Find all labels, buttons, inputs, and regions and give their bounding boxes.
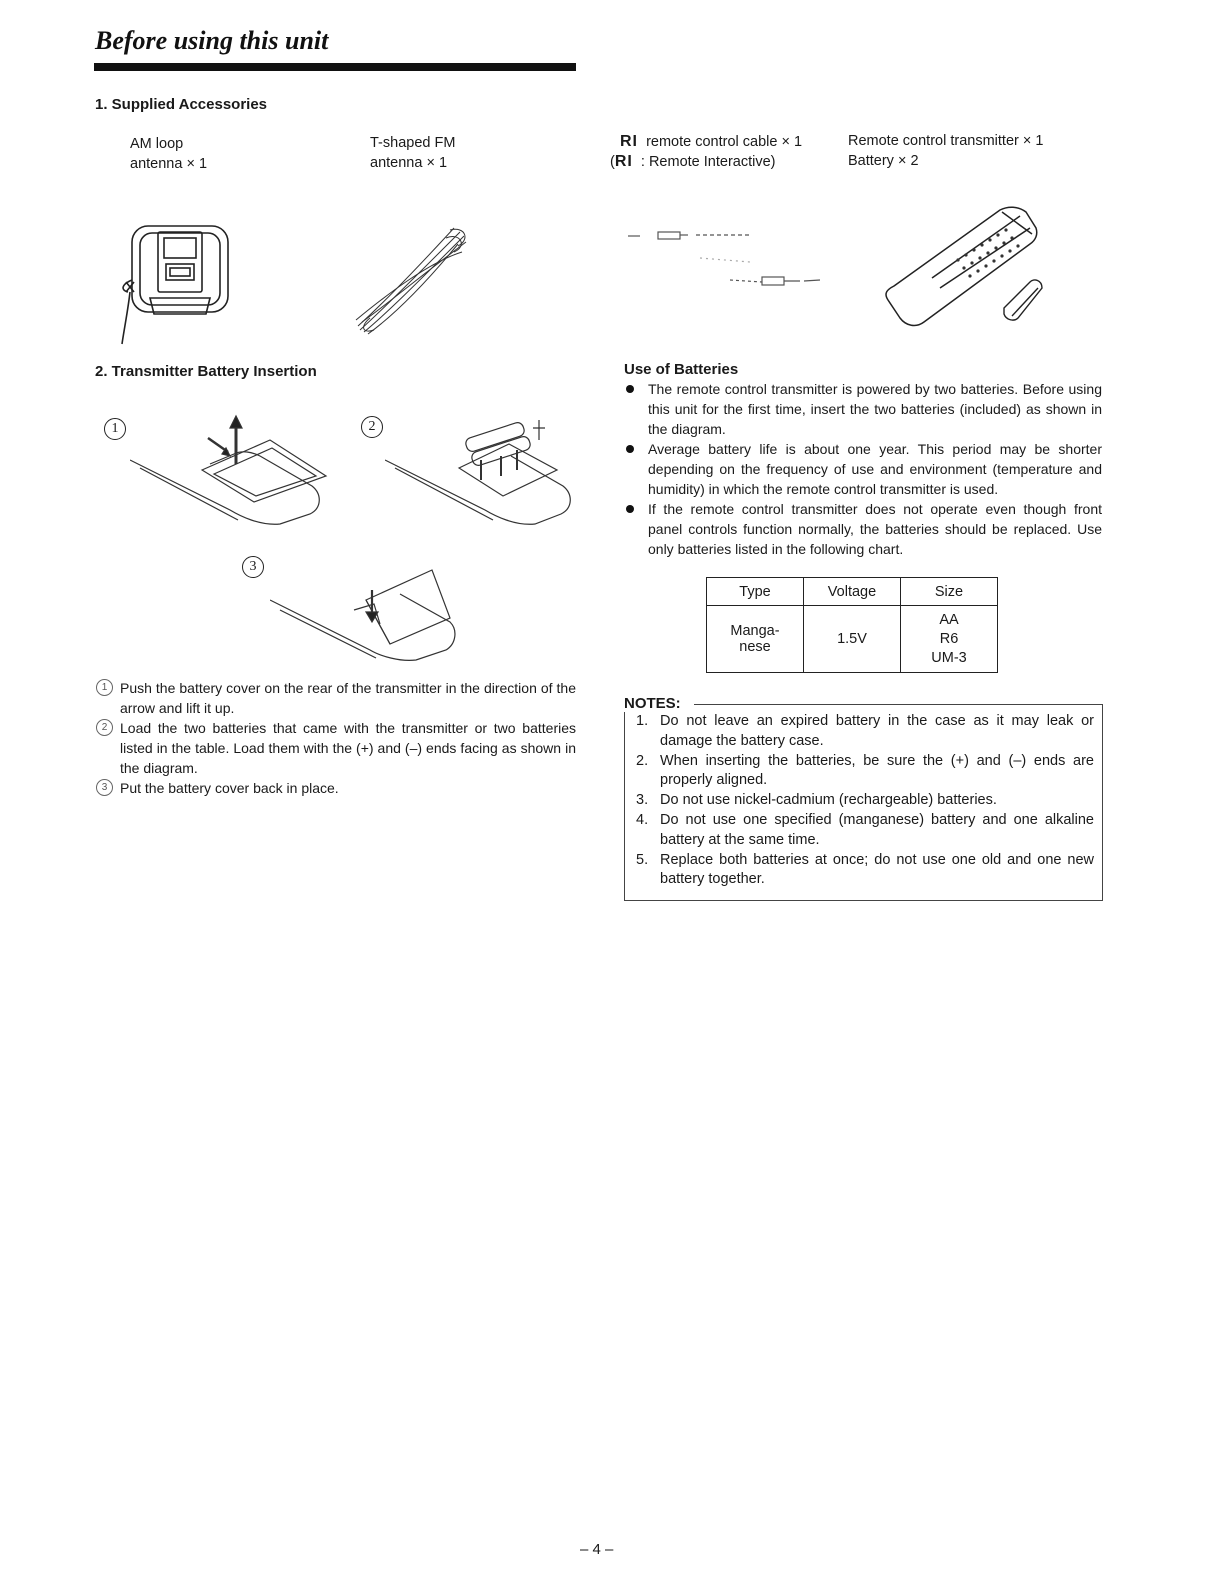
list-item: 5. Replace both batteries at once; do not use one old and one new battery together. xyxy=(636,851,1094,888)
ri-cable-image xyxy=(620,218,840,298)
insertion-heading: 2. Transmitter Battery Insertion xyxy=(95,363,317,380)
table-cell-size: AA R6 UM-3 xyxy=(901,606,998,673)
list-item: 2. When inserting the batteries, be sure the (+) and (–) ends are properly aligned. xyxy=(636,752,1094,789)
step-number: 2 xyxy=(96,719,113,736)
table-cell-type: Manga- nese xyxy=(707,606,804,673)
battery-table xyxy=(706,577,998,673)
am-loop-antenna-image xyxy=(110,220,240,350)
table-header: Type xyxy=(707,578,804,606)
table-header: Voltage xyxy=(804,578,901,606)
batteries-heading: Use of Batteries xyxy=(624,361,739,378)
bullet-icon xyxy=(626,385,634,393)
fm-antenna-caption: T-shaped FM antenna × 1 xyxy=(370,135,456,171)
list-item: The remote control transmitter is powered by two batteries. Before using this unit for the first time, insert the two batteries (included) as shown in the diagram. xyxy=(624,379,1102,439)
list-item: 1 Push the battery cover on the rear of the transmitter in the direction of the arrow and lift it up. xyxy=(96,678,576,718)
step-number: 1 xyxy=(96,679,113,696)
notes-top-rule xyxy=(694,704,1102,705)
battery-step-2-image xyxy=(385,410,585,530)
list-item: If the remote control transmitter does not operate even though front panel controls function normally, the batteries should be replaced. Use only batteries listed in the following chart. xyxy=(624,499,1102,559)
insertion-steps xyxy=(96,678,576,798)
table-header: Size xyxy=(901,578,998,606)
notes-list xyxy=(624,712,1094,890)
table-cell-voltage: 1.5V xyxy=(804,606,901,673)
page-title: Before using this unit xyxy=(95,26,329,55)
fm-antenna-image xyxy=(350,222,480,342)
list-item: 4. Do not use one specified (manganese) battery and one alkaline battery at the same time. xyxy=(636,811,1094,848)
battery-step-1-image xyxy=(130,410,340,530)
ri-logo: RI xyxy=(620,133,638,150)
figure-label-2: 2 xyxy=(361,416,383,438)
am-antenna-caption: AM loop antenna × 1 xyxy=(130,136,208,172)
bullet-icon xyxy=(626,505,634,513)
remote-transmitter-image xyxy=(880,200,1055,340)
list-item: 1. Do not leave an expired battery in the case as it may leak or damage the battery case. xyxy=(636,713,1094,749)
list-item: Average battery life is about one year. This period may be shorter depending on the frequency of use and environment (temperature and humidity) in which the remote control transmitter is used. xyxy=(624,439,1102,499)
ri-cable-caption: RI remote control cable × 1 (RI : Remote Interactive) xyxy=(610,133,803,170)
bullet-icon xyxy=(626,445,634,453)
list-item: 2 Load the two batteries that came with the transmitter or two batteries listed in the table. Load them with the (+) and (–) ends facing as shown in the diagram. xyxy=(96,718,576,778)
list-item: 3. Do not use nickel-cadmium (rechargeable) batteries. xyxy=(636,792,997,809)
battery-step-3-image xyxy=(270,560,470,670)
batteries-bullets xyxy=(624,379,1102,559)
page-number: – 4 – xyxy=(580,1541,614,1558)
notes-title: NOTES: xyxy=(624,695,689,712)
figure-label-1: 1 xyxy=(104,418,126,440)
list-item: 3 Put the battery cover back in place. xyxy=(96,778,576,798)
remote-caption: Remote control transmitter × 1 Battery × 2 xyxy=(848,133,1044,169)
title-rule xyxy=(94,63,576,71)
accessories-heading: 1. Supplied Accessories xyxy=(95,96,268,113)
ri-logo-2: RI xyxy=(614,153,633,170)
figure-label-3: 3 xyxy=(242,556,264,578)
step-number: 3 xyxy=(96,779,113,796)
